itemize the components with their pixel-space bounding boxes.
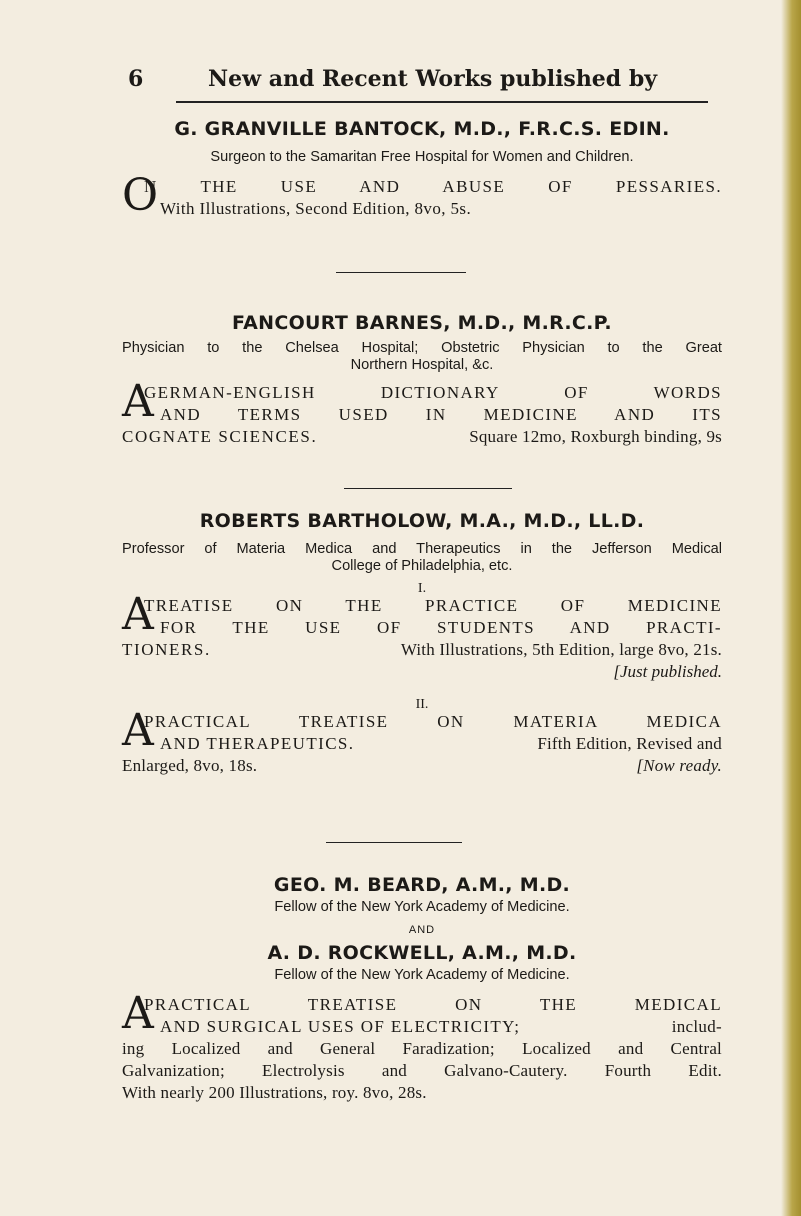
section-divider <box>336 272 466 273</box>
work-details <box>122 755 722 777</box>
work-details: With Illustrations, Second Edition, 8vo, 5s. <box>160 199 472 218</box>
work-details-text: Fifth Edition, Revised and <box>537 734 722 753</box>
work-title-text: AND THERAPEUTICS. <box>160 734 355 753</box>
work-entry <box>122 376 722 448</box>
work-title-text: AND SURGICAL USES OF ELECTRICITY; <box>160 1017 521 1036</box>
work-details-text: Enlarged, 8vo, 18s. <box>122 756 258 775</box>
drop-cap: A <box>122 376 154 427</box>
author-affiliation: Professor of Materia Medica and Therapeutics in the Jefferson Medical <box>122 541 722 557</box>
work-details-text: Square 12mo, Roxburgh binding, 9s <box>469 427 722 446</box>
header-rule <box>176 101 708 103</box>
work-details: ing Localized and General Faradization; Localized and Central <box>122 1039 722 1058</box>
work-title-line: FOR THE USE OF STUDENTS AND PRACTI- <box>160 618 722 637</box>
work-details <box>122 426 722 448</box>
work-title-line: AND TERMS USED IN MEDICINE AND ITS <box>160 405 722 424</box>
work-numeral: I. <box>417 581 427 596</box>
entry-barnes <box>122 312 722 448</box>
entry-bartholow <box>122 510 722 777</box>
publication-note: [Just published. <box>613 662 722 681</box>
drop-cap: A <box>122 988 154 1039</box>
drop-cap: A <box>122 589 154 640</box>
section-divider <box>326 842 462 843</box>
author-name: ROBERTS BARTHOLOW, M.A., M.D., LL.D. <box>199 510 645 532</box>
page-edge <box>781 0 801 1216</box>
author-affiliation: Surgeon to the Samaritan Free Hospital for Women and Children. <box>210 149 634 165</box>
work-title-line <box>122 733 722 755</box>
section-divider <box>344 488 512 489</box>
work-entry <box>122 589 722 683</box>
work-entry <box>122 170 722 221</box>
work-title-line: PRACTICAL TREATISE ON THE MEDICAL <box>144 995 722 1014</box>
author-name: GEO. M. BEARD, A.M., M.D. <box>273 874 571 896</box>
entry-beard-rockwell <box>122 874 722 1104</box>
publication-note: [Now ready. <box>636 756 722 775</box>
work-details-text: includ- <box>671 1017 722 1036</box>
work-details <box>122 639 722 661</box>
author-affiliation: College of Philadelphia, etc. <box>331 558 513 574</box>
work-details-text: With Illustrations, 5th Edition, large 8vo, 21s. <box>400 640 722 659</box>
work-title-line: TIONERS. <box>122 640 211 659</box>
author-affiliation: Fellow of the New York Academy of Medicine. <box>274 899 570 915</box>
entry-bantock <box>122 118 722 220</box>
work-entry <box>122 705 722 777</box>
running-title: New and Recent Works published by <box>208 66 658 92</box>
coauthor-name: A. D. ROCKWELL, A.M., M.D. <box>267 942 577 964</box>
work-title-line: N THE USE AND ABUSE OF PESSARIES. <box>144 177 722 196</box>
author-affiliation: Northern Hospital, &c. <box>350 357 494 373</box>
conjunction: AND <box>408 924 436 936</box>
work-title-line: TREATISE ON THE PRACTICE OF MEDICINE <box>144 596 722 615</box>
work-title-line: COGNATE SCIENCES. <box>122 427 318 446</box>
work-title-line: GERMAN-ENGLISH DICTIONARY OF WORDS <box>144 383 722 402</box>
work-entry <box>122 988 722 1104</box>
work-details: Galvanization; Electrolysis and Galvano-Cautery. Fourth Edit. <box>122 1061 722 1080</box>
author-name: FANCOURT BARNES, M.D., M.R.C.P. <box>232 312 612 334</box>
work-title-line: PRACTICAL TREATISE ON MATERIA MEDICA <box>144 712 722 731</box>
work-details: With nearly 200 Illustrations, roy. 8vo, 28s. <box>122 1083 427 1102</box>
author-affiliation: Physician to the Chelsea Hospital; Obstetric Physician to the Great <box>122 340 722 356</box>
drop-cap: A <box>122 705 154 756</box>
drop-cap: O <box>122 170 159 221</box>
author-name: G. GRANVILLE BANTOCK, M.D., F.R.C.S. EDIN. <box>174 118 670 140</box>
coauthor-affiliation: Fellow of the New York Academy of Medicine. <box>274 967 570 983</box>
page-number: 6 <box>128 66 144 92</box>
work-title-line <box>122 1016 722 1038</box>
work-numeral: II. <box>415 697 429 712</box>
